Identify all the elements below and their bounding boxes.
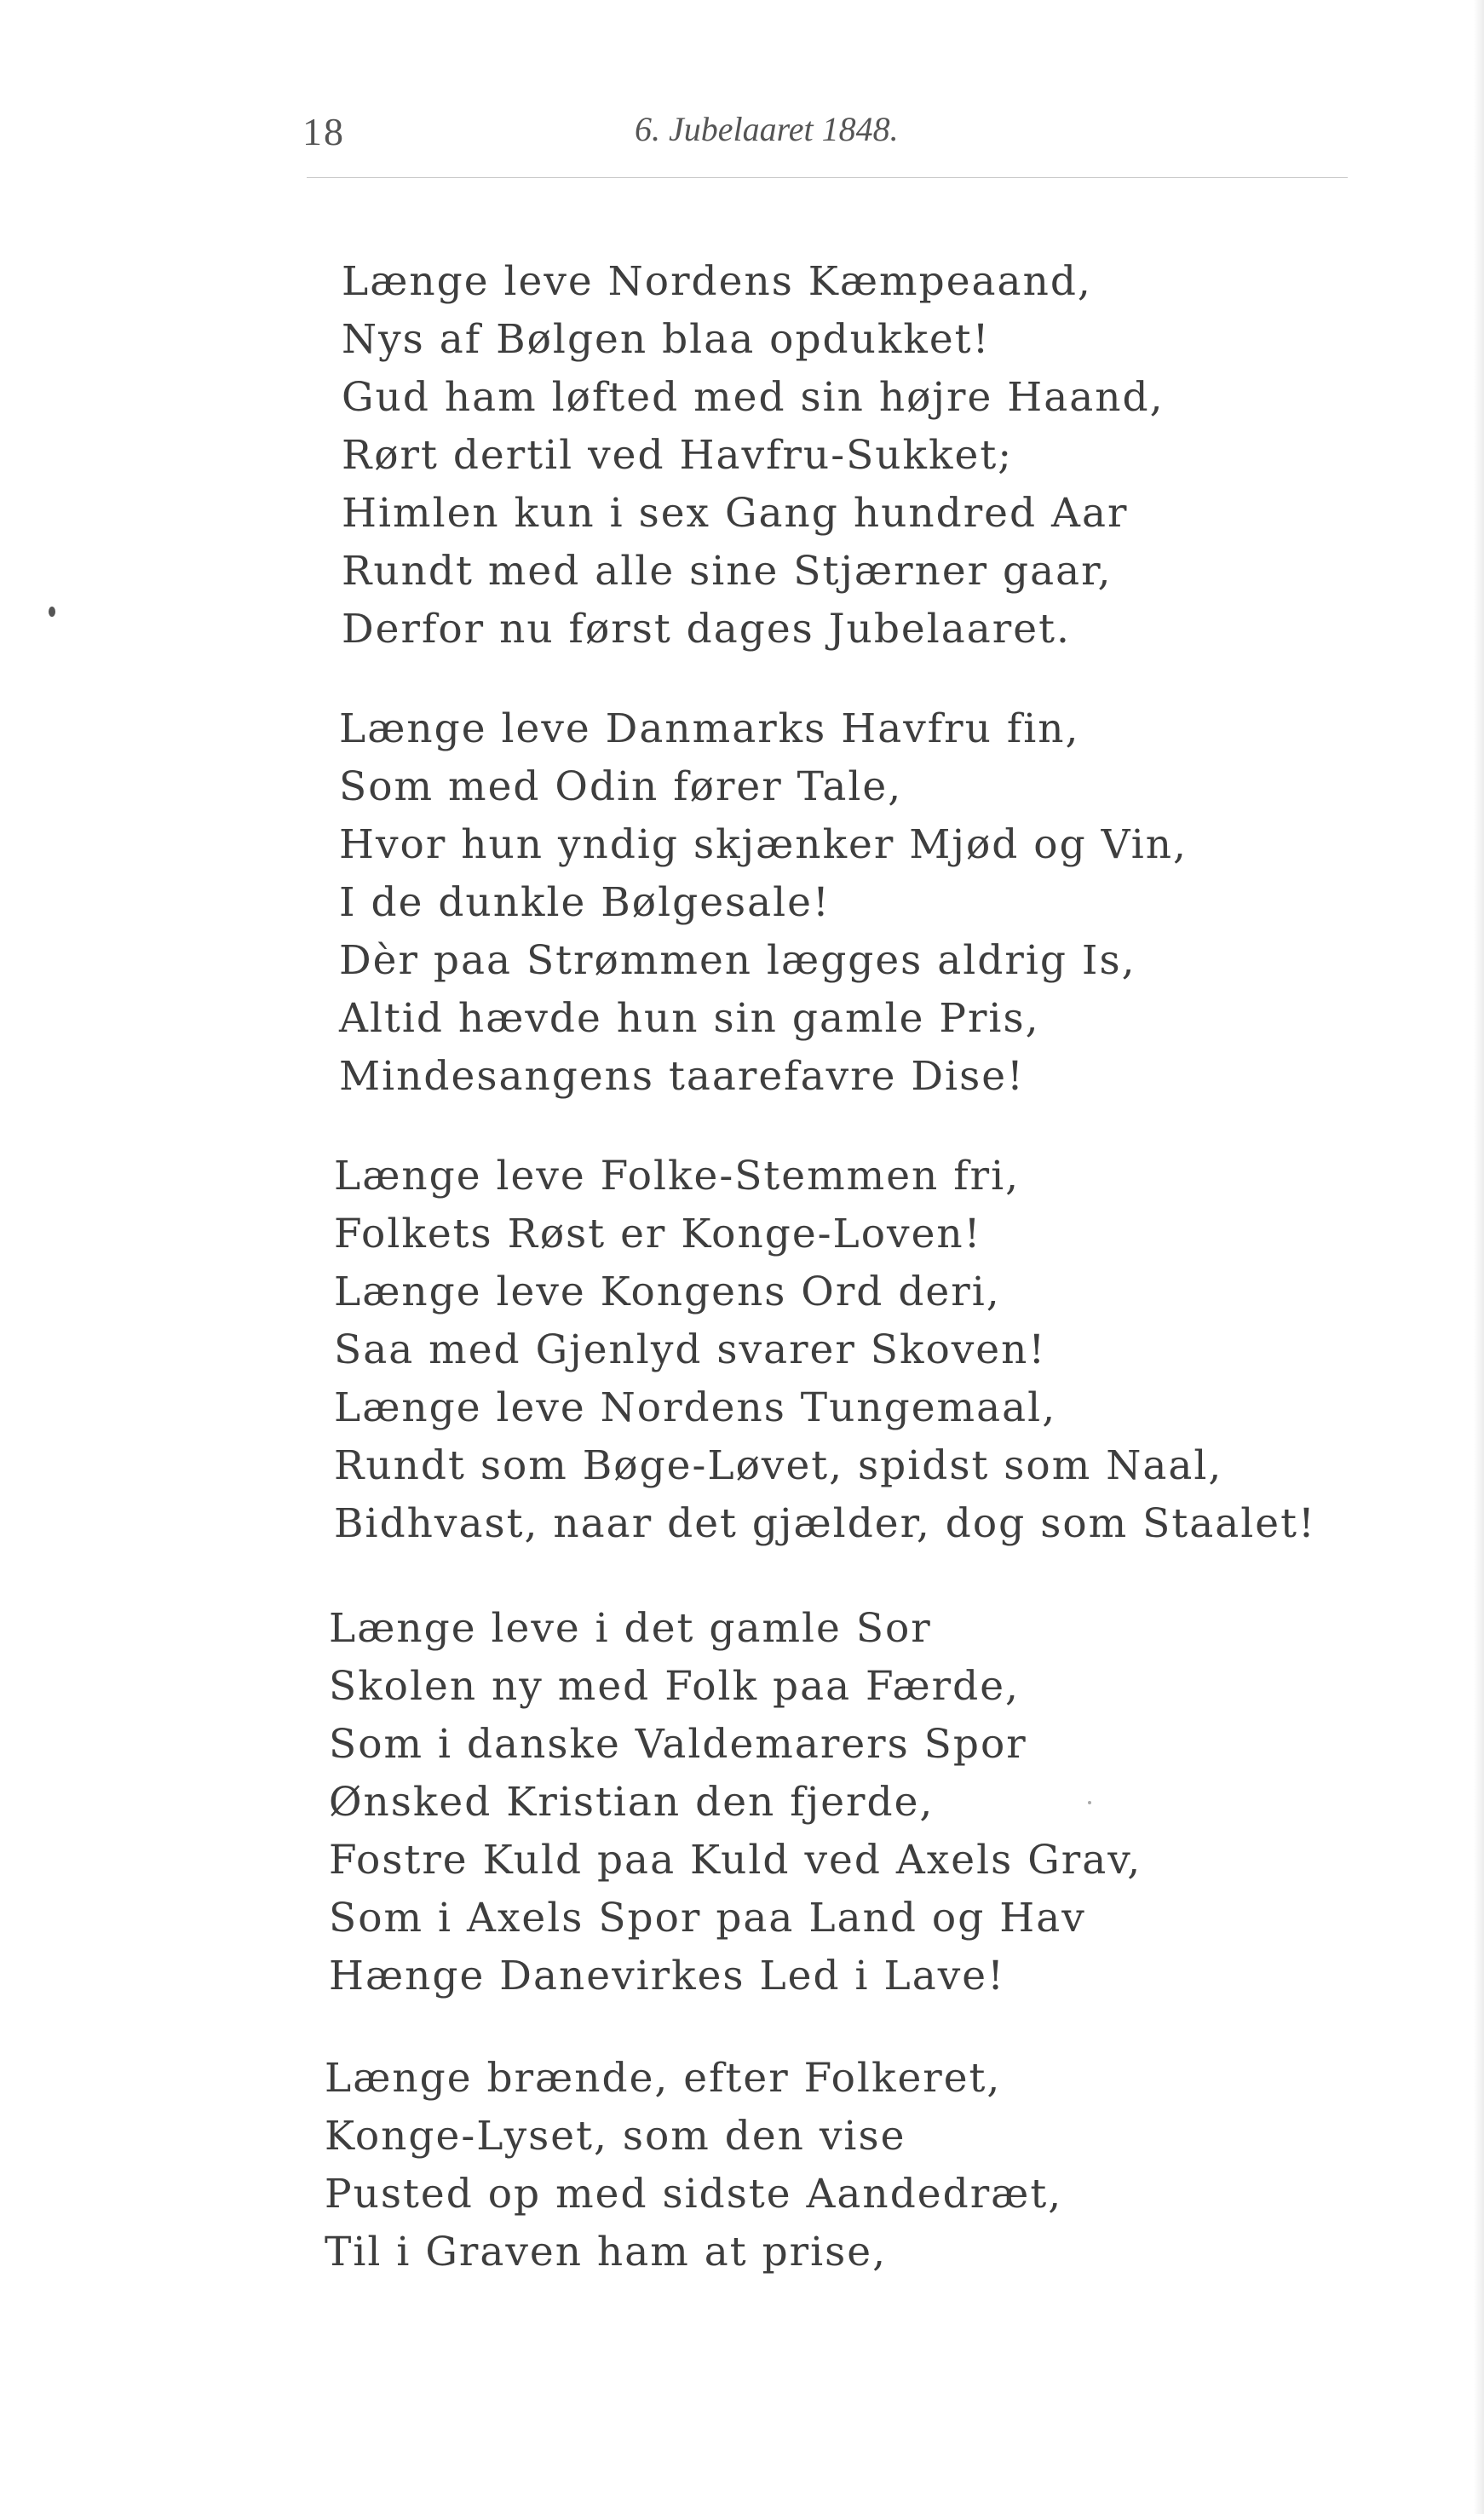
ink-speck bbox=[49, 607, 55, 617]
verse-line: Længe leve Kongens Ord deri, bbox=[334, 1269, 1001, 1315]
ink-speck bbox=[1088, 1801, 1091, 1804]
verse-line: Ønsked Kristian den fjerde, bbox=[329, 1779, 935, 1826]
verse-line: Hvor hun yndig skjænker Mjød og Vin, bbox=[339, 821, 1188, 868]
stanza-4 bbox=[0, 1600, 1448, 2005]
stanza-5 bbox=[0, 2050, 1448, 2281]
verse-line: Rundt som Bøge-Løvet, spidst som Naal, bbox=[334, 1442, 1223, 1489]
verse-line: Længe leve Nordens Tungemaal, bbox=[334, 1384, 1057, 1431]
verse-line: I de dunkle Bølgesale! bbox=[339, 879, 831, 926]
verse-line: Fostre Kuld paa Kuld ved Axels Grav, bbox=[329, 1837, 1142, 1884]
verse-line: Altid hævde hun sin gamle Pris, bbox=[339, 995, 1040, 1042]
verse-line: Pusted op med sidste Aandedræt, bbox=[325, 2171, 1063, 2218]
verse-line: Længe brænde, efter Folkeret, bbox=[325, 2055, 1002, 2102]
verse-line: Derfor nu først dages Jubelaaret. bbox=[342, 606, 1071, 653]
stanza-3 bbox=[0, 1148, 1448, 1553]
verse-line: Nys af Bølgen blaa opdukket! bbox=[342, 316, 991, 363]
verse-line: Gud ham løfted med sin højre Haand, bbox=[342, 374, 1165, 421]
verse-line: Himlen kun i sex Gang hundred Aar bbox=[342, 490, 1129, 537]
verse-line: Længe leve i det gamle Sor bbox=[329, 1605, 932, 1652]
verse-line: Folkets Røst er Konge-Loven! bbox=[334, 1211, 982, 1257]
header-rule bbox=[307, 177, 1348, 178]
stanza-1 bbox=[0, 253, 1448, 659]
verse-line: Som i danske Valdemarers Spor bbox=[329, 1721, 1027, 1768]
page-number: 18 bbox=[302, 110, 345, 153]
verse-line: Hænge Danevirkes Led i Lave! bbox=[329, 1953, 1005, 1999]
verse-line: Som i Axels Spor paa Land og Hav bbox=[329, 1895, 1086, 1942]
verse-line: Dèr paa Strømmen lægges aldrig Is, bbox=[339, 937, 1136, 984]
verse-line: Længe leve Folke-Stemmen fri, bbox=[334, 1153, 1021, 1199]
verse-line: Som med Odin fører Tale, bbox=[339, 763, 903, 810]
verse-line: Bidhvast, naar det gjælder, dog som Staalet! bbox=[334, 1500, 1316, 1547]
verse-line: Mindesangens taarefavre Dise! bbox=[339, 1053, 1025, 1100]
verse-line: Saa med Gjenlyd svarer Skoven! bbox=[334, 1326, 1047, 1373]
verse-line: Skolen ny med Folk paa Færde, bbox=[329, 1663, 1020, 1710]
verse-line: Længe leve Nordens Kæmpeaand, bbox=[342, 258, 1092, 305]
running-head: 6. Jubelaaret 1848. bbox=[635, 110, 899, 148]
verse-line: Rørt dertil ved Havfru-Sukket; bbox=[342, 432, 1014, 479]
verse-line: Rundt med alle sine Stjærner gaar, bbox=[342, 548, 1113, 595]
stanza-2 bbox=[0, 700, 1448, 1106]
verse-line: Konge-Lyset, som den vise bbox=[325, 2113, 906, 2160]
verse-line: Længe leve Danmarks Havfru fin, bbox=[339, 705, 1080, 752]
page-edge-shadow bbox=[1474, 0, 1484, 2514]
verse-line: Til i Graven ham at prise, bbox=[325, 2229, 888, 2275]
